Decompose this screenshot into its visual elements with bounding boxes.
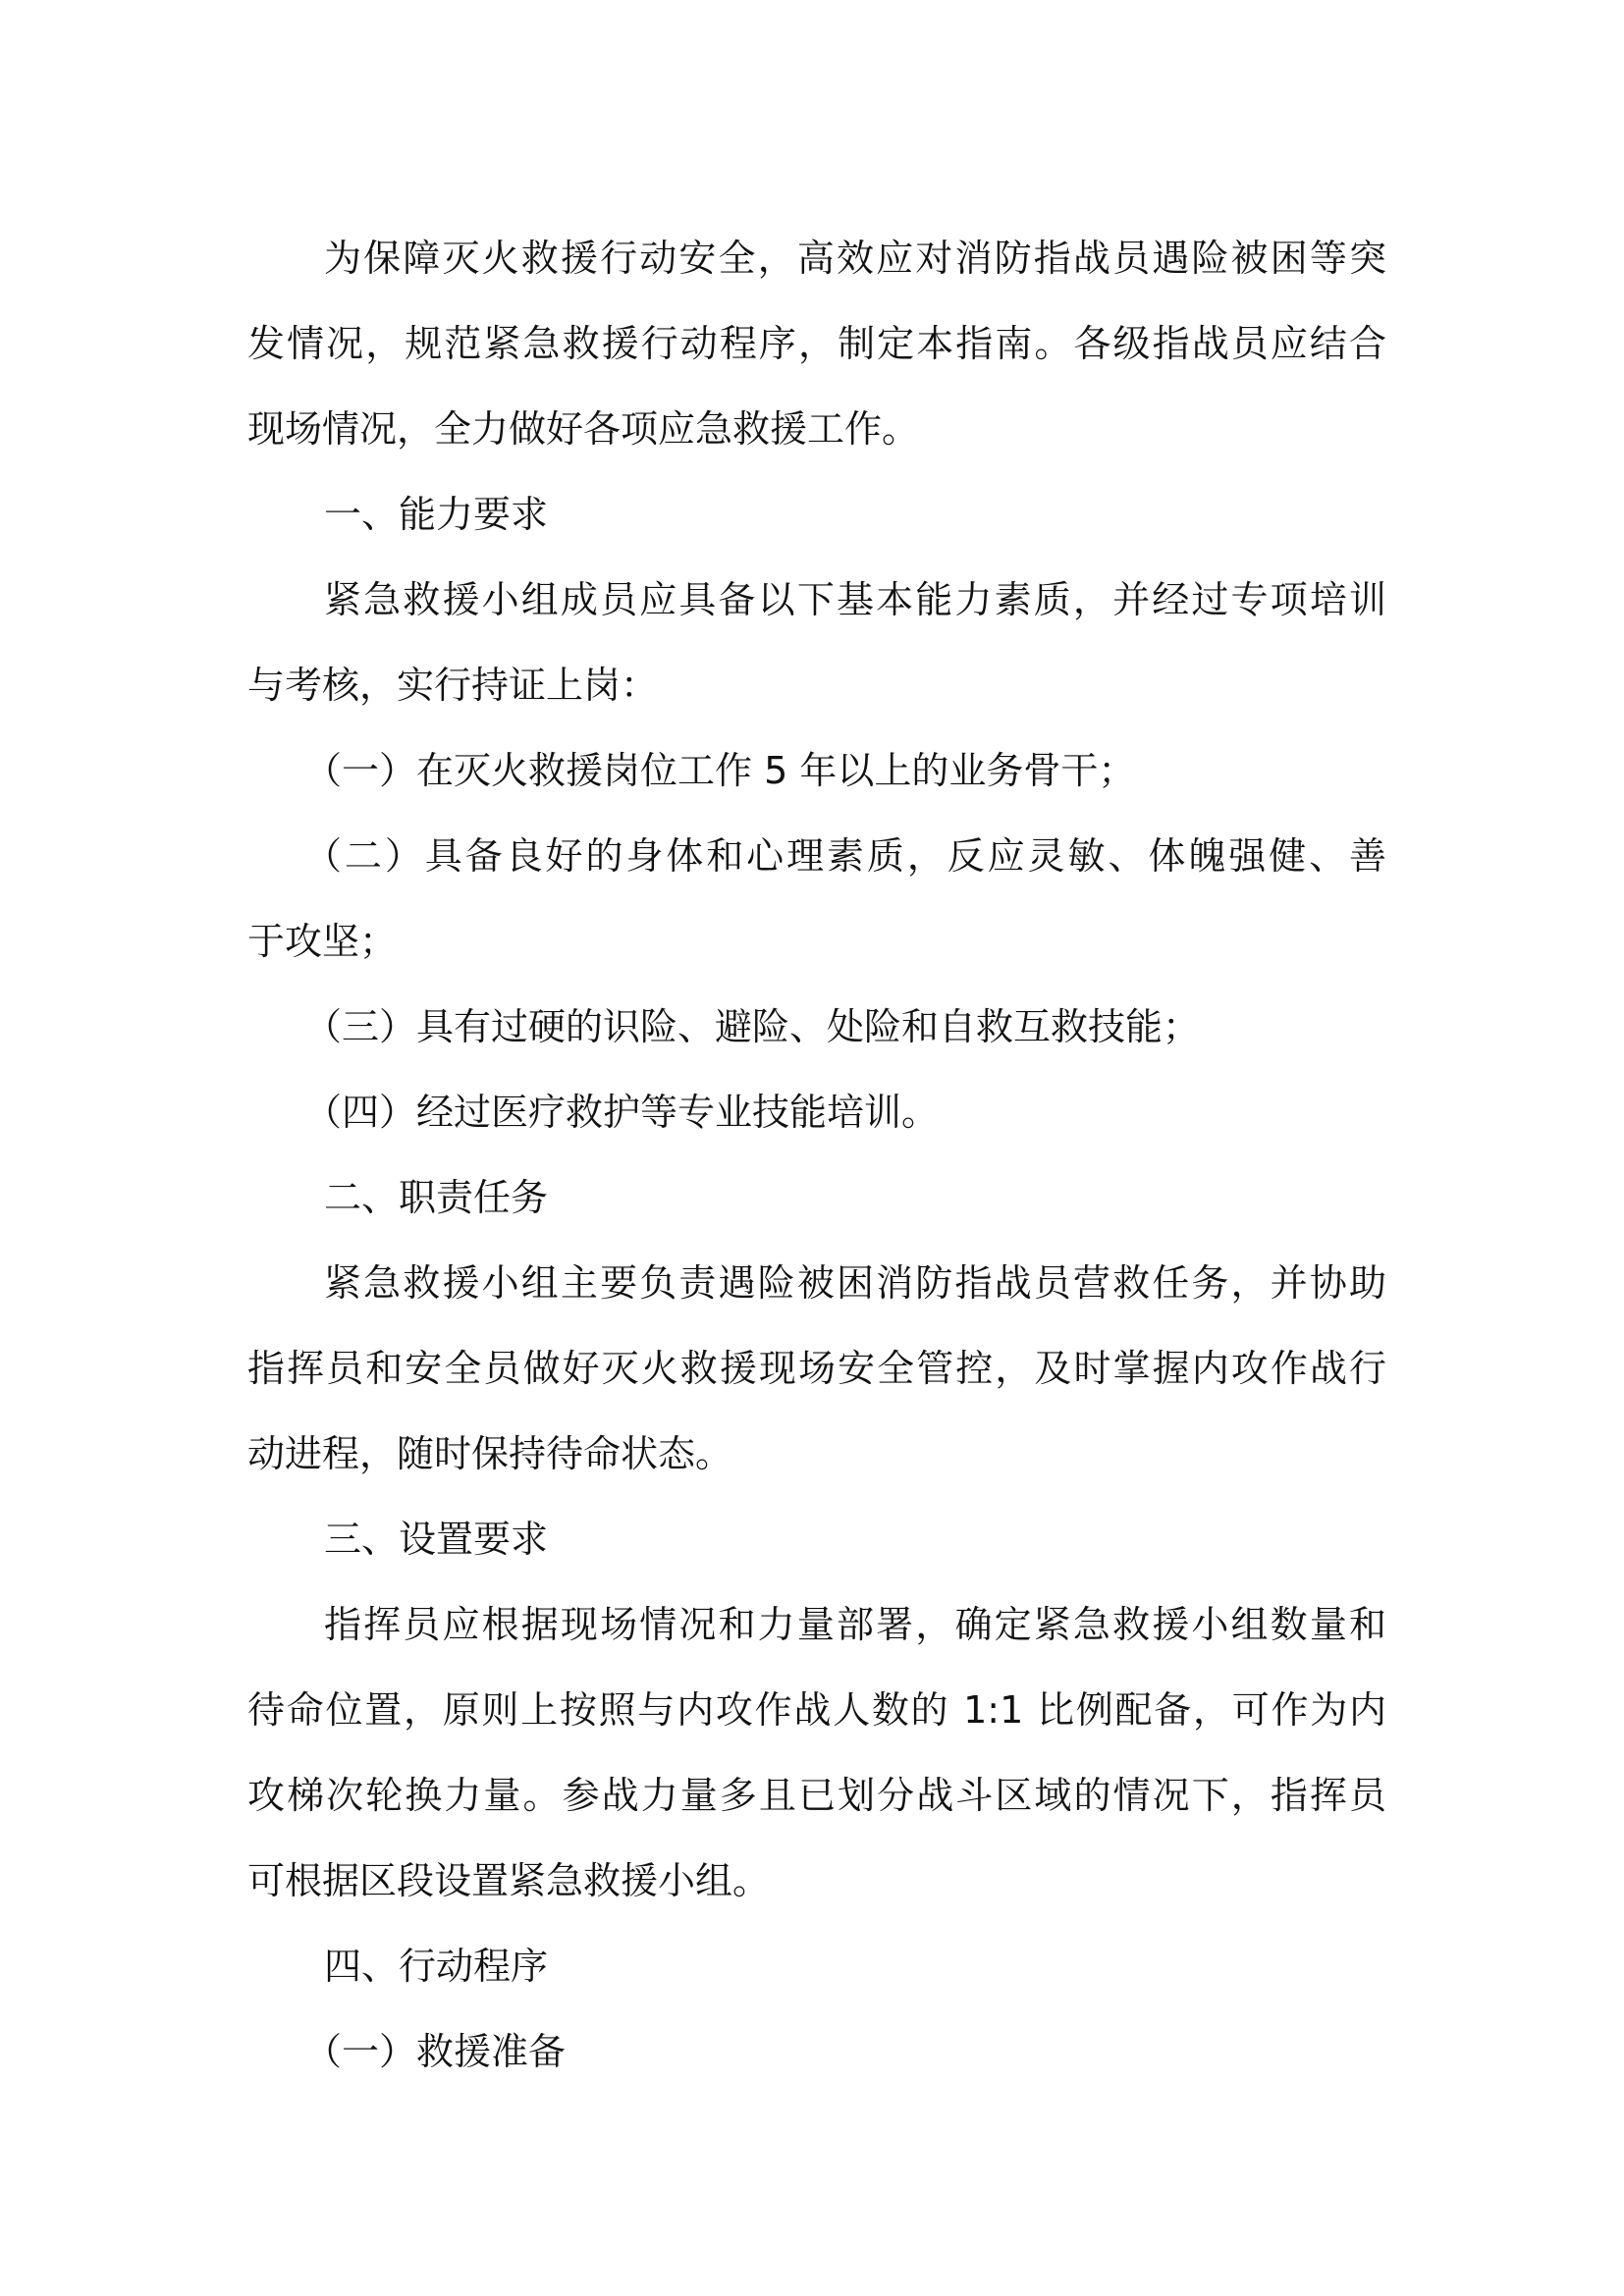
text-line: （二）具备良好的身体和心理素质，反应灵敏、体魄强健、善 — [304, 834, 1386, 878]
list-item — [247, 728, 1386, 814]
text-line: （三）具有过硬的识险、避险、处险和自救互救技能； — [304, 1005, 1201, 1048]
text-line: （四）经过医疗救护等专业技能培训。 — [304, 1091, 940, 1134]
text-line: 四、行动程序 — [324, 1945, 549, 1988]
text-line: 三、设置要求 — [324, 1518, 549, 1561]
text-line: （一）救援准备 — [304, 2030, 567, 2073]
text-line: 与考核，实行持证上岗： — [247, 664, 659, 707]
text-line: 紧急救援小组主要负责遇险被困消防指战员营救任务，并协助 — [324, 1261, 1386, 1305]
list-item — [247, 2009, 1386, 2095]
text-line: 二、职责任务 — [324, 1176, 549, 1219]
text-line: （一）在灭火救援岗位工作 5 年以上的业务骨干； — [304, 749, 1136, 792]
paragraph — [247, 1582, 1386, 1924]
paragraph — [247, 1241, 1386, 1497]
text-line: 紧急救援小组成员应具备以下基本能力素质，并经过专项培训 — [324, 578, 1386, 621]
text-line: 于攻坚； — [247, 920, 398, 963]
text-line: 动进程，随时保持待命状态。 — [247, 1432, 733, 1475]
section-heading — [247, 1924, 1386, 2009]
document-body — [247, 216, 1386, 2095]
section-heading — [247, 472, 1386, 558]
section-heading — [247, 1155, 1386, 1241]
paragraph — [247, 558, 1386, 728]
paragraph — [247, 216, 1386, 472]
text-line: 现场情况，全力做好各项应急救援工作。 — [247, 407, 920, 451]
text-line: 一、能力要求 — [324, 493, 549, 536]
text-line: 发情况，规范紧急救援行动程序，制定本指南。各级指战员应结合 — [247, 322, 1386, 365]
list-item — [247, 985, 1386, 1070]
text-line: 为保障灭火救援行动安全，高效应对消防指战员遇险被困等突 — [324, 237, 1386, 280]
list-item — [247, 1070, 1386, 1155]
text-line: 指挥员和安全员做好灭火救援现场安全管控，及时掌握内攻作战行 — [247, 1347, 1386, 1390]
section-heading — [247, 1497, 1386, 1582]
text-line: 指挥员应根据现场情况和力量部署，确定紧急救援小组数量和 — [324, 1603, 1386, 1646]
text-line: 可根据区段设置紧急救援小组。 — [247, 1859, 771, 1902]
list-item — [247, 814, 1386, 985]
text-line: 待命位置，原则上按照与内攻作战人数的 1:1 比例配备，可作为内 — [247, 1688, 1386, 1732]
text-line: 攻梯次轮换力量。参战力量多且已划分战斗区域的情况下，指挥员 — [247, 1774, 1386, 1817]
